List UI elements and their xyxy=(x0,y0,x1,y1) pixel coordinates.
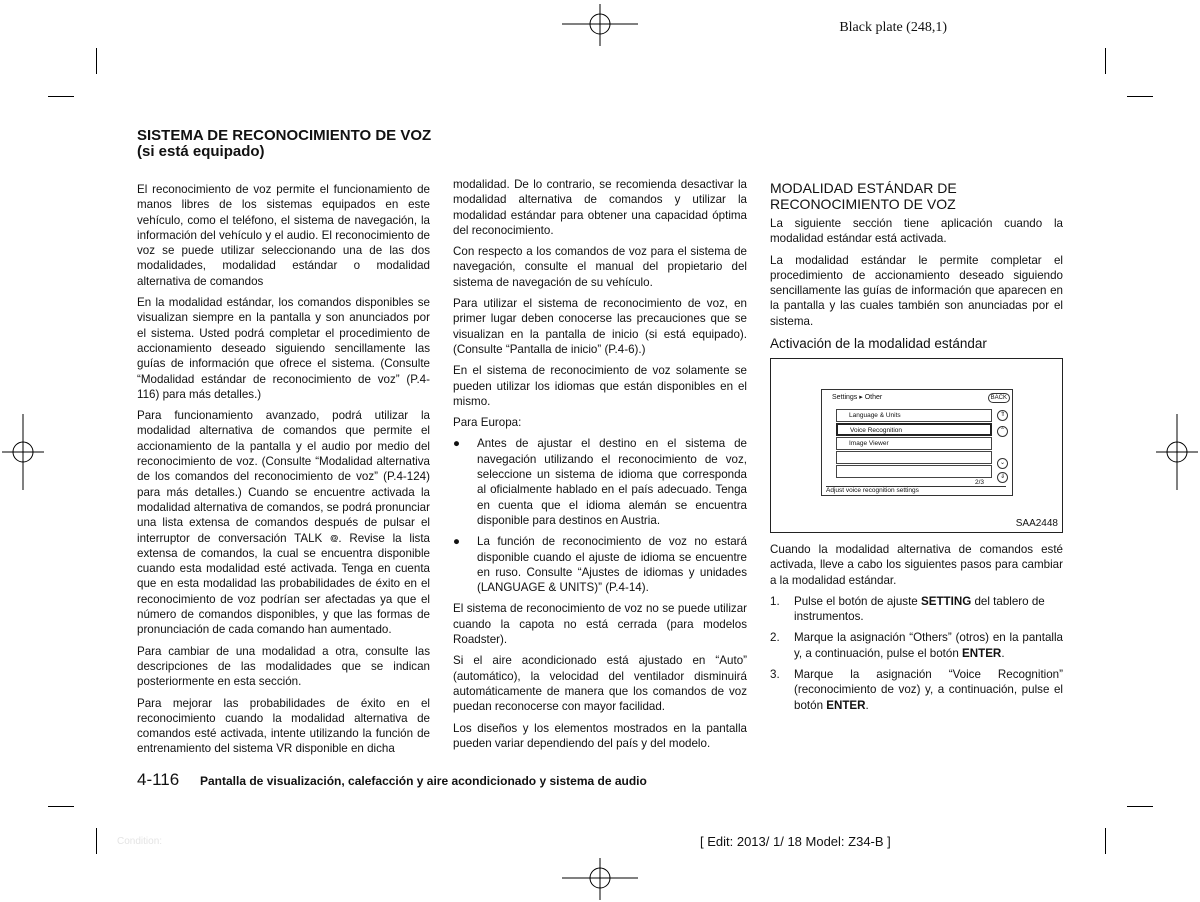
plate-label: Black plate (248,1) xyxy=(839,20,947,35)
section-footer-title: Pantalla de visualización, calefacción y aire acondicionado y sistema de audio xyxy=(200,774,647,788)
bullet-text: Antes de ajustar el destino en el sistema de navegación utilizando el reconocimiento de voz, seleccione un sistema de idioma que corresponda al oficialmente hablado en el país adecuado. Tenga en cuenta que el idioma alemán se encuentra disponible para destinos en Austria. xyxy=(477,437,747,527)
page-indicator: 2/3 xyxy=(974,479,984,486)
screen-status: Adjust voice recognition settings xyxy=(826,486,1006,494)
settings-screen xyxy=(821,389,1013,496)
bullet-icon: ● xyxy=(453,535,461,549)
bullet-icon: ● xyxy=(453,437,461,451)
step-number: 1. xyxy=(770,594,780,608)
page-number: 4-116 xyxy=(137,770,180,789)
crop-mark xyxy=(1105,48,1106,74)
step-item xyxy=(770,667,1063,713)
menu-item: Image Viewer xyxy=(836,437,992,450)
subsection-heading: Activación de la modalidad estándar xyxy=(770,336,987,351)
scroll-top-icon: ⇑ xyxy=(997,410,1008,421)
scroll-bottom-icon: ⇓ xyxy=(997,472,1008,483)
step-text: . xyxy=(865,698,869,712)
bullet-item xyxy=(453,436,747,528)
step-text: Marque la asignación “Others” (otros) en la pantalla y, a continuación, pulse el botón xyxy=(794,631,1063,660)
bullet-text: La función de reconocimiento de voz no estará disponible cuando el ajuste de idioma se encuentre en ruso. Consulte “Ajustes de idiomas y unidades (LANGUAGE & UNITS)” (P.4-14). xyxy=(477,535,747,595)
step-number: 3. xyxy=(770,668,780,682)
paragraph: Si el aire acondicionado está ajustado en “Auto” (automático), la velocidad del ventilador disminuirá automáticamente de manera que los comandos de voz puedan reconocerse con mayor facilidad. xyxy=(453,654,747,714)
crop-mark xyxy=(96,48,97,74)
paragraph: La siguiente sección tiene aplicación cuando la modalidad estándar está activada. xyxy=(770,217,1063,246)
step-number: 2. xyxy=(770,631,780,645)
column-3-steps xyxy=(770,542,1063,719)
step-text: Pulse el botón de ajuste xyxy=(794,594,921,608)
paragraph: La modalidad estándar le permite completar el procedimiento de accionamiento deseado siguiendo sencillamente las guías de información que aparecen en la pantalla y las cuales también son anunciadas por el sistema. xyxy=(770,253,1063,328)
paragraph: En la modalidad estándar, los comandos disponibles se visualizan siempre en la pantalla y son anunciados por el sistema. Usted podrá completar el procedimiento de accionamiento deseado siguiendo sencillamente las guías de información que ofrece el sistema. (Consulte “Modalidad estándar de reconocimiento de voz” (P.4-116) para más detalles.) xyxy=(137,296,430,401)
crop-mark xyxy=(1105,828,1106,854)
crop-mark xyxy=(48,96,74,97)
registration-mark-bottom xyxy=(562,858,638,900)
scroll-up-icon: ⌃ xyxy=(997,426,1008,437)
registration-mark-top xyxy=(562,4,638,46)
paragraph: El reconocimiento de voz permite el funcionamiento de manos libres de los sistemas equipados en este vehículo, como el teléfono, el sistema de navegación, la información del vehículo y el audio. El reconocimiento de voz se puede utilizar seleccionando una de las dos modalidades, modalidad estándar o modalidad alternativa de comandos xyxy=(137,183,430,288)
registration-mark-left xyxy=(2,414,44,490)
condition-label: Condition: xyxy=(117,836,163,847)
step-text: . xyxy=(1001,646,1005,660)
step-item xyxy=(770,630,1063,661)
step-text: del tablero de instrumentos. xyxy=(794,594,1045,624)
step-item xyxy=(770,594,1063,625)
crop-mark xyxy=(96,828,97,854)
registration-mark-right xyxy=(1156,414,1198,490)
section-heading: MODALIDAD ESTÁNDAR DE RECONOCIMIENTO DE VOZ xyxy=(770,180,957,212)
button-name: ENTER xyxy=(962,646,1002,660)
paragraph: Para utilizar el sistema de reconocimiento de voz, en primer lugar deben conocerse las precauciones que se visualizan en la pantalla de inicio (si está equipado). (Consulte “Pantalla de inicio” (P.4-6).) xyxy=(453,297,747,356)
figure-code: SAA2448 xyxy=(1015,518,1058,529)
screen-figure xyxy=(770,358,1063,533)
paragraph: Para Europa: xyxy=(453,416,522,430)
paragraph: Los diseños y los elementos mostrados en la pantalla pueden variar dependiendo del país y del modelo. xyxy=(453,721,747,750)
menu-item-selected: Voice Recognition xyxy=(836,423,992,436)
screen-breadcrumb: Settings ▸ Other xyxy=(832,394,883,401)
menu-item xyxy=(836,451,992,464)
menu-item: Language & Units xyxy=(836,409,992,422)
paragraph: Para cambiar de una modalidad a otra, consulte las descripciones de las modalidades que se indican posteriormente en esta sección. xyxy=(137,644,430,689)
crop-mark xyxy=(48,806,74,807)
scroll-down-icon: ⌄ xyxy=(997,458,1008,469)
back-button: BACK xyxy=(988,393,1010,403)
paragraph: El sistema de reconocimiento de voz no se puede utilizar cuando la capota no está cerrada (para modelos Roadster). xyxy=(453,602,747,647)
button-name: SETTING xyxy=(920,594,972,608)
edit-info: [ Edit: 2013/ 1/ 18 Model: Z34-B ] xyxy=(700,834,891,849)
column-1 xyxy=(137,182,430,763)
paragraph: Con respecto a los comandos de voz para el sistema de navegación, consulte el manual del propietario del sistema de navegación de su vehículo. xyxy=(453,245,747,289)
paragraph: modalidad. De lo contrario, se recomienda desactivar la modalidad alternativa de comandos y utilizar la modalidad estándar para obtener una capacidad óptima del reconocimiento. xyxy=(453,178,747,237)
button-name: ENTER xyxy=(826,698,866,712)
column-3 xyxy=(770,216,1063,335)
paragraph: Cuando la modalidad alternativa de comandos esté activada, lleve a cabo los siguientes pasos para cambiar a la modalidad estándar. xyxy=(770,543,1063,587)
page-title: SISTEMA DE RECONOCIMIENTO DE VOZ (si está equipado) xyxy=(137,127,432,160)
menu-item xyxy=(836,465,992,478)
paragraph: Para mejorar las probabilidades de éxito en el reconocimiento cuando la modalidad alternativa de comandos esté activada, intente utilizando la función de entrenamiento del sistema VR disponible en dicha xyxy=(137,696,430,756)
column-2 xyxy=(453,177,747,757)
menu-list xyxy=(836,409,992,482)
bullet-item xyxy=(453,534,747,595)
paragraph: Para funcionamiento avanzado, podrá utilizar la modalidad alternativa de comandos que permite el accionamiento de la pantalla y el audio por medio del reconocimiento de voz. (Consulte “Modalidad alternativa de los comandos del reconocimiento de voz” (P.4-124) para más detalles.) Cuando se encuentre activada la modalidad alternativa de comandos, se podrá pronunciar una lista extensa de comandos después de pulsar el interruptor de conversación TALK ᪤. Revise la lista extensa de comandos, la cual se encuentra disponible cuando esta modalidad esté activada. Tenga en cuenta que en esta modalidad las probabilidades de éxito en el reconocimiento de voz podrían ser afectadas ya que el número de comandos disponibles, y que las formas de pronunciación de cada comando han aumentado. xyxy=(137,409,430,637)
crop-mark xyxy=(1127,96,1153,97)
step-text: Marque la asignación “Voice Recognition” (reconocimiento de voz) y, a continuación, pulse el botón xyxy=(794,668,1063,712)
crop-mark xyxy=(1127,806,1153,807)
paragraph: En el sistema de reconocimiento de voz solamente se pueden utilizar los idiomas que están disponibles en el mismo. xyxy=(453,364,747,408)
